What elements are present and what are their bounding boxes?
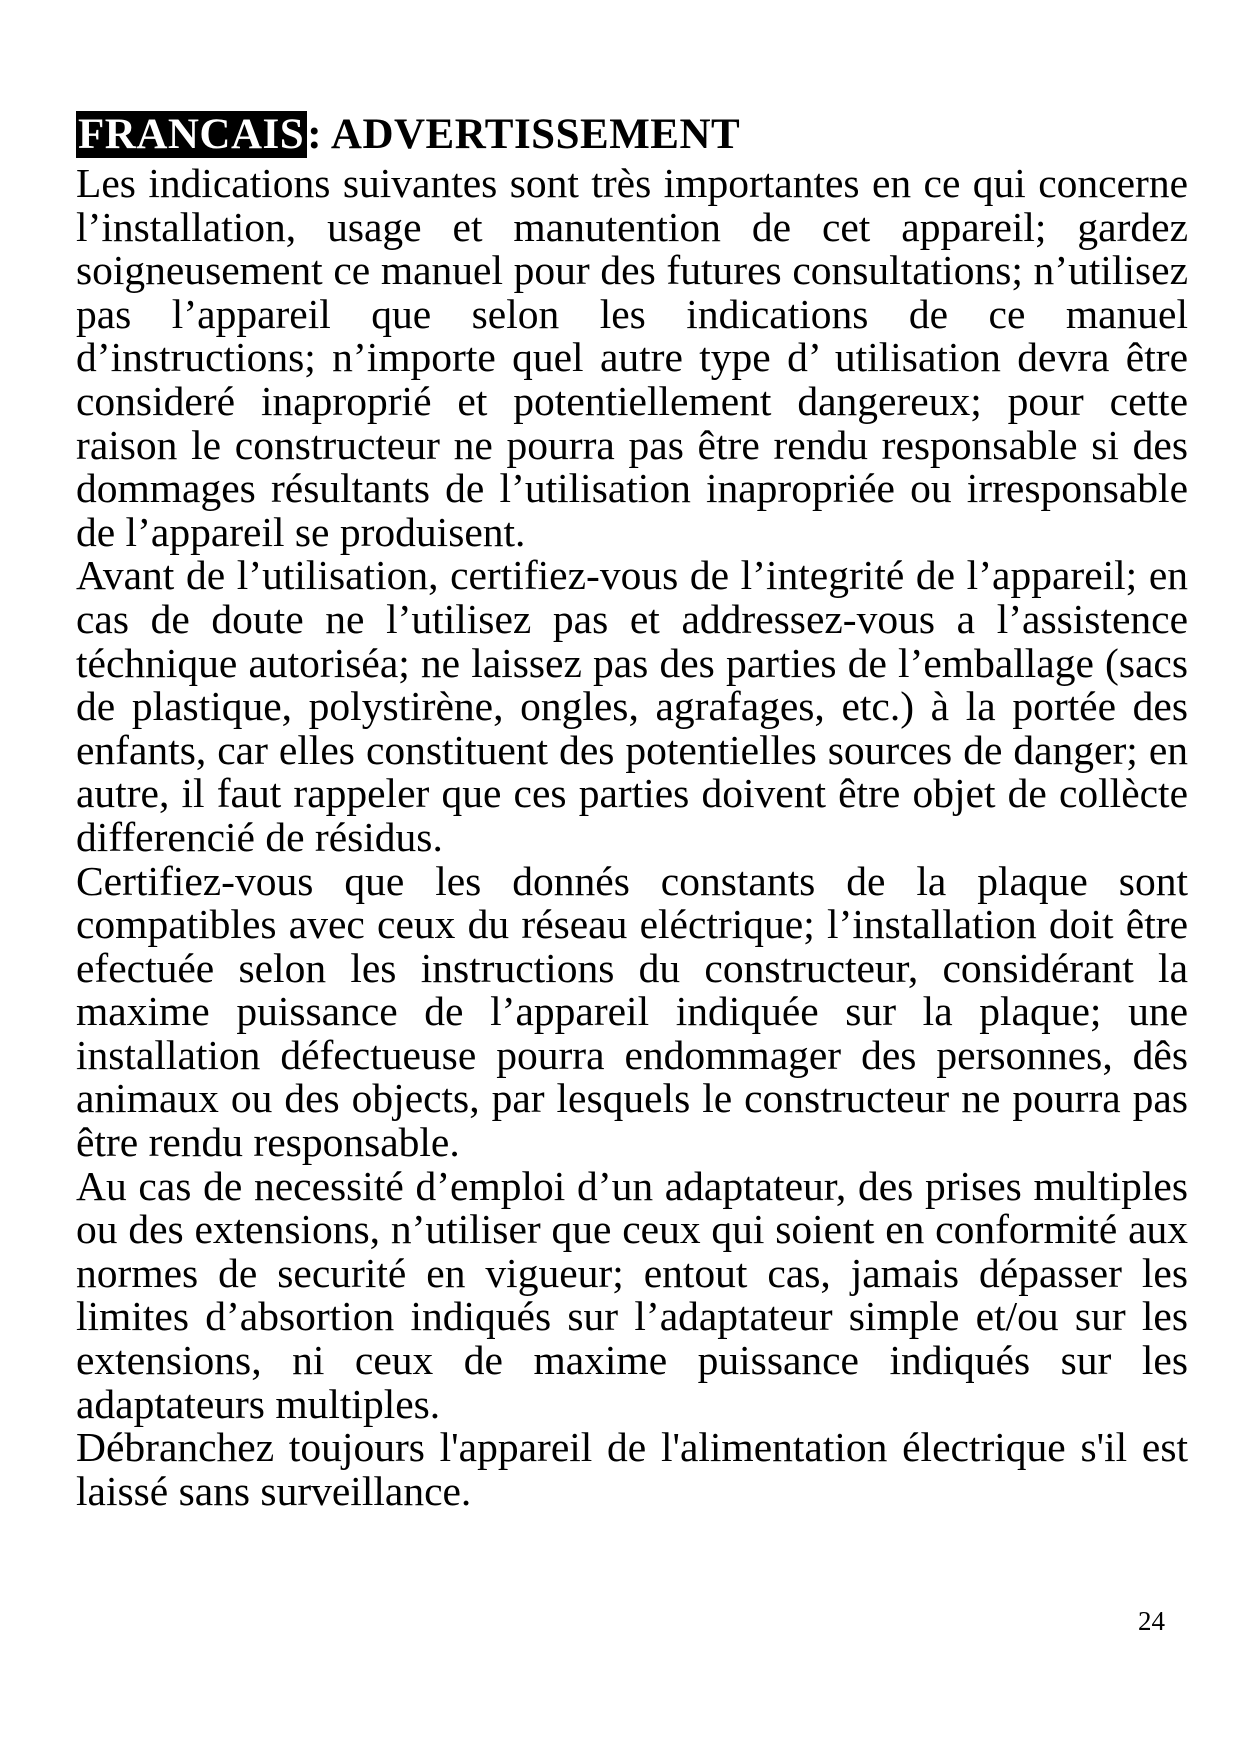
paragraph-general-warning: Les indications suivantes sont très importantes en ce qui concerne l’installation, usage et manutention de cet appareil; gardez soigneusement ce manuel pour des futures consultations; n’utilisez pas l’appareil que selon les indications de ce manuel d’instructions; n’importe quel autre type d’ utilisation devra être consideré inaproprié et potentiellement dangereux; pour cette raison le constructeur ne pourra pas être rendu responsable si des dommages résultants de l’utilisation inapropriée ou irresponsable de l’appareil se produisent. bbox=[76, 160, 1188, 555]
language-tag: FRANCAIS bbox=[76, 111, 307, 158]
paragraph-adapters: Au cas de necessité d’emploi d’un adaptateur, des prises multiples ou des extensions, n’utiliser que ceux qui soient en conformité aux normes de securité en vigueur; entout cas, jamais dépasser les limites d’absortion indiqués sur l’adaptateur simple et/ou sur les extensions, ni ceux de maxime puissance indiqués sur les adaptateurs multiples. bbox=[76, 1162, 1188, 1427]
paragraph-unplug: Débranchez toujours l'appareil de l'alimentation électrique s'il est laissé sans surveillance. bbox=[76, 1424, 1188, 1514]
heading-title: : ADVERTISSEMENT bbox=[307, 111, 741, 158]
page-number: 24 bbox=[1138, 1606, 1165, 1636]
section-heading bbox=[76, 108, 1188, 162]
document-page bbox=[76, 108, 1188, 1513]
paragraph-electrical-compatibility: Certifiez-vous que les donnés constants de la plaque sont compatibles avec ceux du réseau eléctrique; l’installation doit être efectuée selon les instructions du constructeur, considérant la maxime puissance de l’appareil indiquée sur la plaque; une installation défectueuse pourra endommager des personnes, dês animaux ou des objects, par lesquels le constructeur ne pourra pas être rendu responsable. bbox=[76, 857, 1188, 1166]
paragraph-integrity-check: Avant de l’utilisation, certifiez-vous de l’integrité de l’appareil; en cas de doute ne l’utilisez pas et addressez-vous a l’assistence téchnique autoriséa; ne laissez pas des parties de l’emballage (sacs de plastique, polystirène, ongles, agrafages, etc.) à la portée des enfants, car elles constituent des potentielles sources de danger; en autre, il faut rappeler que ces parties doivent être objet de collècte differencié de résidus. bbox=[76, 552, 1188, 860]
